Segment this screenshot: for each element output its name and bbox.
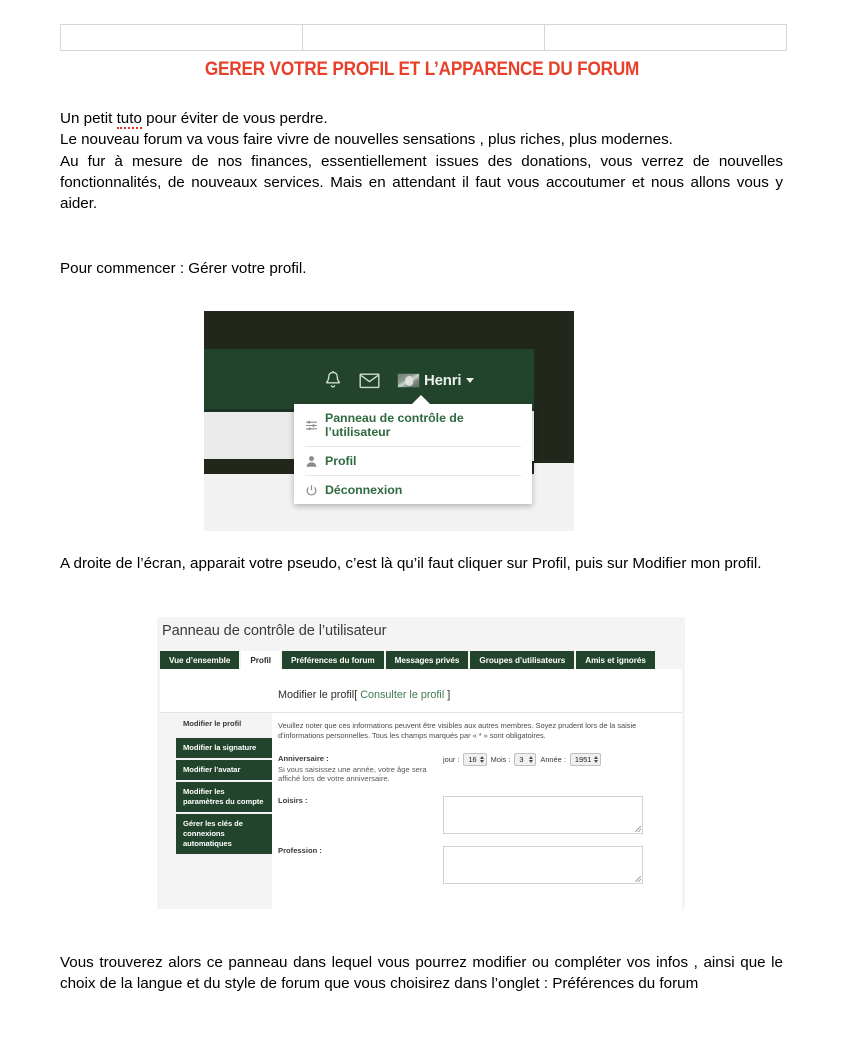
profession-label: Profession :	[278, 846, 322, 855]
profession-label-block	[278, 846, 443, 884]
anniversaire-label: Anniversaire :	[278, 753, 329, 763]
sidebar-item-modifier-le-profil[interactable]: Modifier le profil	[183, 719, 242, 728]
anniversaire-label-block	[278, 754, 443, 784]
instruction-paragraph: A droite de l’écran, apparait votre pseudo, c’est là qu’il faut cliquer sur Profil, puis sur Modifier mon profil.	[60, 555, 762, 572]
anniversaire-hint: Si vous saisissez une année, votre âge sera affiché lors de votre anniversaire.	[278, 764, 427, 784]
user-icon	[305, 455, 318, 468]
field-row-profession	[278, 846, 670, 884]
jour-label: jour :	[443, 754, 460, 764]
loisirs-field	[443, 796, 670, 834]
start-paragraph: Pour commencer : Gérer votre profil.	[60, 260, 307, 277]
closing-paragraph: Vous trouverez alors ce panneau dans lequel vous pourrez modifier ou compléter vos infos , ainsi que le choix de la langue et du style de forum que vous choisirez dans l’onglet : Préférences du forum	[60, 954, 783, 993]
bracket-open: [	[354, 689, 361, 701]
menu-item-profil[interactable]	[294, 447, 532, 475]
sliders-icon	[305, 419, 318, 432]
menu-item-label: Panneau de contrôle de l’utilisateur	[325, 411, 464, 439]
ucp-privacy-note: Veuillez noter que ces informations peuvent être visibles aux autres membres. Soyez prudent lors de la saisie d’informations personnelles. Tous les champs marqués par « * » sont obligatoires.	[278, 721, 637, 741]
ucp-panel	[160, 669, 682, 909]
tab-preferences-du-forum[interactable]: Préférences du forum	[282, 651, 384, 671]
tab-groupes-dutilisateurs[interactable]: Groupes d’utilisateurs	[470, 651, 574, 671]
sidebar-item-gerer-les-cles-de-connexions-automatiques[interactable]: Gérer les clés de connexions automatiques	[176, 814, 274, 854]
day-stepper[interactable]	[463, 753, 486, 766]
ucp-sidebar	[176, 713, 274, 856]
intro-paragraph	[60, 108, 783, 214]
spinner-arrows-icon[interactable]	[529, 756, 533, 763]
loisirs-textarea[interactable]	[443, 796, 643, 834]
dropdown-arrow	[411, 395, 431, 405]
page-title: GERER VOTRE PROFIL ET L’APPARENCE DU FORUM	[204, 58, 640, 80]
loisirs-label: Loisirs :	[278, 796, 308, 805]
table-cell-3	[545, 25, 787, 51]
menu-item-label: Profil	[325, 454, 357, 468]
envelope-icon[interactable]	[359, 372, 380, 389]
mois-label: Mois :	[490, 754, 511, 764]
ucp-screenshot	[157, 617, 685, 909]
profession-field	[443, 846, 670, 884]
intro-line-1-part-b: pour éviter de vous perdre.	[141, 110, 328, 127]
menu-item-label: Déconnexion	[325, 483, 403, 497]
tab-profil[interactable]: Profil	[241, 651, 280, 671]
user-dropdown-menu[interactable]	[294, 404, 532, 504]
year-value: 1951	[574, 754, 592, 764]
tab-messages-prives[interactable]: Messages privés	[386, 651, 469, 671]
birthday-selects	[443, 753, 601, 766]
consulter-le-profil-link[interactable]: Consulter le profil	[360, 689, 445, 701]
table-cell-2	[303, 25, 545, 51]
year-stepper[interactable]	[570, 753, 601, 766]
bracket-close: ]	[444, 689, 451, 701]
forum-top-dark-bar	[204, 311, 574, 349]
table-cell-1	[61, 25, 303, 51]
chevron-down-icon	[466, 378, 474, 383]
tab-vue-densemble[interactable]: Vue d’ensemble	[160, 651, 239, 671]
intro-line-1-part-a: Un petit	[60, 110, 117, 127]
sidebar-item-modifier-lavatar[interactable]: Modifier l’avatar	[176, 760, 274, 780]
ucp-body	[160, 712, 682, 909]
forum-right-panel	[534, 463, 574, 531]
avatar	[397, 373, 420, 388]
bell-icon[interactable]	[324, 370, 342, 390]
sidebar-item-modifier-les-parametres-du-compte[interactable]: Modifier les paramètres du compte	[176, 782, 274, 812]
power-icon	[305, 484, 318, 497]
month-value: 3	[519, 754, 524, 764]
intro-line-3: Au fur à mesure de nos finances, essentiellement issues des donations, vous verrez de nouvelles fonctionnalités, de nouveaux services. Mais en attendant il faut vous accoutumer et nous allons vous y aider.	[60, 152, 783, 213]
day-value: 16	[468, 754, 477, 764]
tab-amis-et-ignores[interactable]: Amis et ignorés	[576, 651, 655, 671]
anniversaire-field	[443, 754, 670, 784]
intro-line-2: Le nouveau forum va vous faire vivre de nouvelles sensations , plus riches, plus modernes.	[60, 131, 673, 149]
ucp-heading: Panneau de contrôle de l’utilisateur	[162, 623, 387, 639]
ucp-section-title	[278, 689, 450, 701]
forum-header-icons	[324, 363, 474, 397]
spinner-arrows-icon[interactable]	[480, 756, 484, 763]
menu-item-user-control-panel[interactable]	[294, 404, 532, 446]
user-menu-button[interactable]	[397, 372, 474, 389]
month-stepper[interactable]	[514, 753, 536, 766]
ucp-form	[272, 713, 682, 909]
intro-line-1	[60, 108, 783, 129]
spinner-arrows-icon[interactable]	[594, 756, 598, 763]
section-title-text: Modifier le profil	[278, 689, 355, 701]
sidebar-item-modifier-la-signature[interactable]: Modifier la signature	[176, 738, 274, 758]
profession-textarea[interactable]	[443, 846, 643, 884]
forum-header-screenshot	[204, 311, 574, 531]
menu-item-deconnexion[interactable]	[294, 476, 532, 504]
username-label: Henri	[424, 371, 462, 389]
field-row-anniversaire	[278, 754, 670, 784]
misspelled-word: tuto	[116, 110, 142, 127]
field-row-loisirs	[278, 796, 670, 834]
table-row	[61, 25, 787, 51]
annee-label: Année :	[540, 754, 566, 764]
top-empty-table	[60, 24, 787, 51]
loisirs-label-block	[278, 796, 443, 834]
